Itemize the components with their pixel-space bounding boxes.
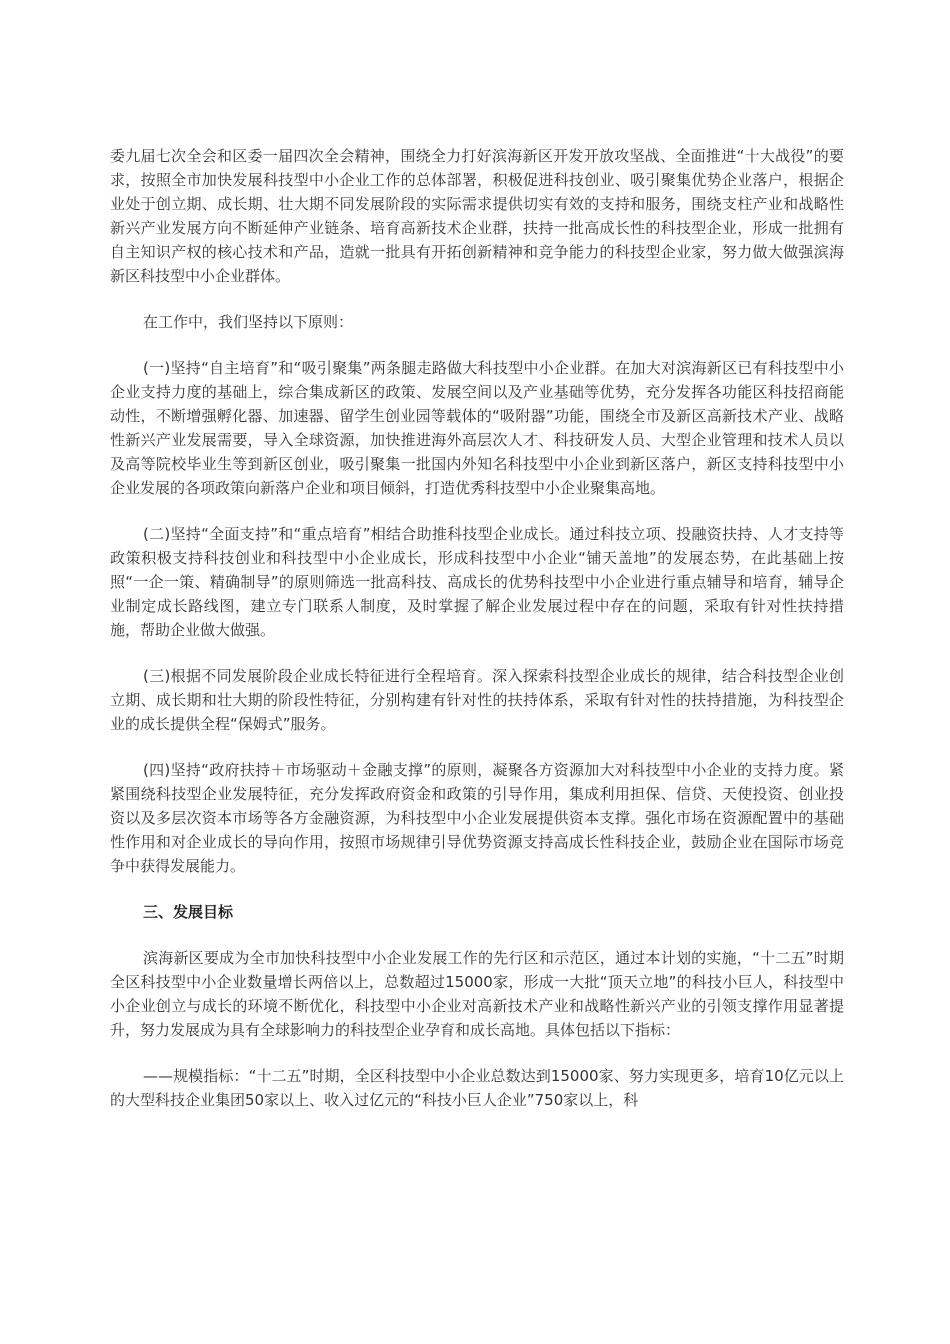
document-body <box>110 144 844 1134</box>
paragraph-principles-intro: 在工作中，我们坚持以下原则： <box>143 313 354 331</box>
section-heading-goals: 三、发展目标 <box>143 903 234 921</box>
paragraph-principle-2: (二)坚持“全面支持”和“重点培育”相结合助推科技型企业成长。通过科技立项、投融资扶持、人才支持等政策积极支持科技创业和科技型中小企业成长，形成科技型中小企业“铺天盖地”的发展态势，在此基础上按照“一企一策、精确制导”的原则筛选一批高科技、高成长的优势科技型中小企业进行重点辅导和培育，辅导企业制定成长路线图，建立专门联系人制度，及时掌握了解企业发展过程中存在的问题，采取有针对性扶持措施，帮助企业做大做强。 <box>110 525 844 639</box>
paragraph-scale-indicators: ——规模指标：“十二五”时期，全区科技型中小企业总数达到15000家、努力实现更多，培育10亿元以上的大型科技企业集团50家以上、收入过亿元的“科技小巨人企业”750家以上，科 <box>110 1067 844 1109</box>
paragraph-principle-3: (三)根据不同发展阶段企业成长特征进行全程培育。深入探索科技型企业成长的规律，结合科技型企业创立期、成长期和壮大期的阶段性特征，分别构建有针对性的扶持体系，采取有针对性的扶持措施，为科技型企业的成长提供全程“保姆式”服务。 <box>110 667 844 733</box>
paragraph-goals: 滨海新区要成为全市加快科技型中小企业发展工作的先行区和示范区，通过本计划的实施，“十二五”时期全区科技型中小企业数量增长两倍以上，总数超过15000家，形成一大批“顶天立地”的科技小巨人，科技型中小企业创立与成长的环境不断优化，科技型中小企业对高新技术产业和战略性新兴产业的引领支撑作用显著提升，努力发展成为具有全球影响力的科技型企业孕育和成长高地。具体包括以下指标： <box>110 949 844 1039</box>
paragraph-principle-4: (四)坚持“政府扶持＋市场驱动＋金融支撑”的原则，凝聚各方资源加大对科技型中小企业的支持力度。紧紧围绕科技型企业发展特征，充分发挥政府资金和政策的引导作用，集成利用担保、信贷、天使投资、创业投资以及多层次资本市场等各方金融资源，为科技型中小企业发展提供资本支撑。强化市场在资源配置中的基础性作用和对企业成长的导向作用，按照市场规律引导优势资源支持高成长性科技企业，鼓励企业在国际市场竞争中获得发展能力。 <box>110 761 844 875</box>
paragraph-principle-1: (一)坚持“自主培育”和“吸引聚集”两条腿走路做大科技型中小企业群。在加大对滨海新区已有科技型中小企业支持力度的基础上，综合集成新区的政策、发展空间以及产业基础等优势，充分发挥各功能区科技招商能动性，不断增强孵化器、加速器、留学生创业园等载体的“吸附器”功能，围绕全市及新区高新技术产业、战略性新兴产业发展需要，导入全球资源，加快推进海外高层次人才、科技研发人员、大型企业管理和技术人员以及高等院校毕业生等到新区创业，吸引聚集一批国内外知名科技型中小企业到新区落户，新区支持科技型中小企业发展的各项政策向新落户企业和项目倾斜，打造优秀科技型中小企业聚集高地。 <box>110 359 844 497</box>
paragraph-intro-continued: 委九届七次全会和区委一届四次全会精神，围绕全力打好滨海新区开发开放攻坚战、全面推进“十大战役”的要求，按照全市加快发展科技型中小企业工作的总体部署，积极促进科技创业、吸引聚集优势企业落户，根据企业处于创立期、成长期、壮大期不同发展阶段的实际需求提供切实有效的支持和服务，围绕支柱产业和战略性新兴产业发展方向不断延伸产业链条、培育高新技术企业群，扶持一批高成长性的科技型企业，形成一批拥有自主知识产权的核心技术和产品，造就一批具有开拓创新精神和竞争能力的科技型企业家，努力做大做强滨海新区科技型中小企业群体。 <box>110 147 844 285</box>
